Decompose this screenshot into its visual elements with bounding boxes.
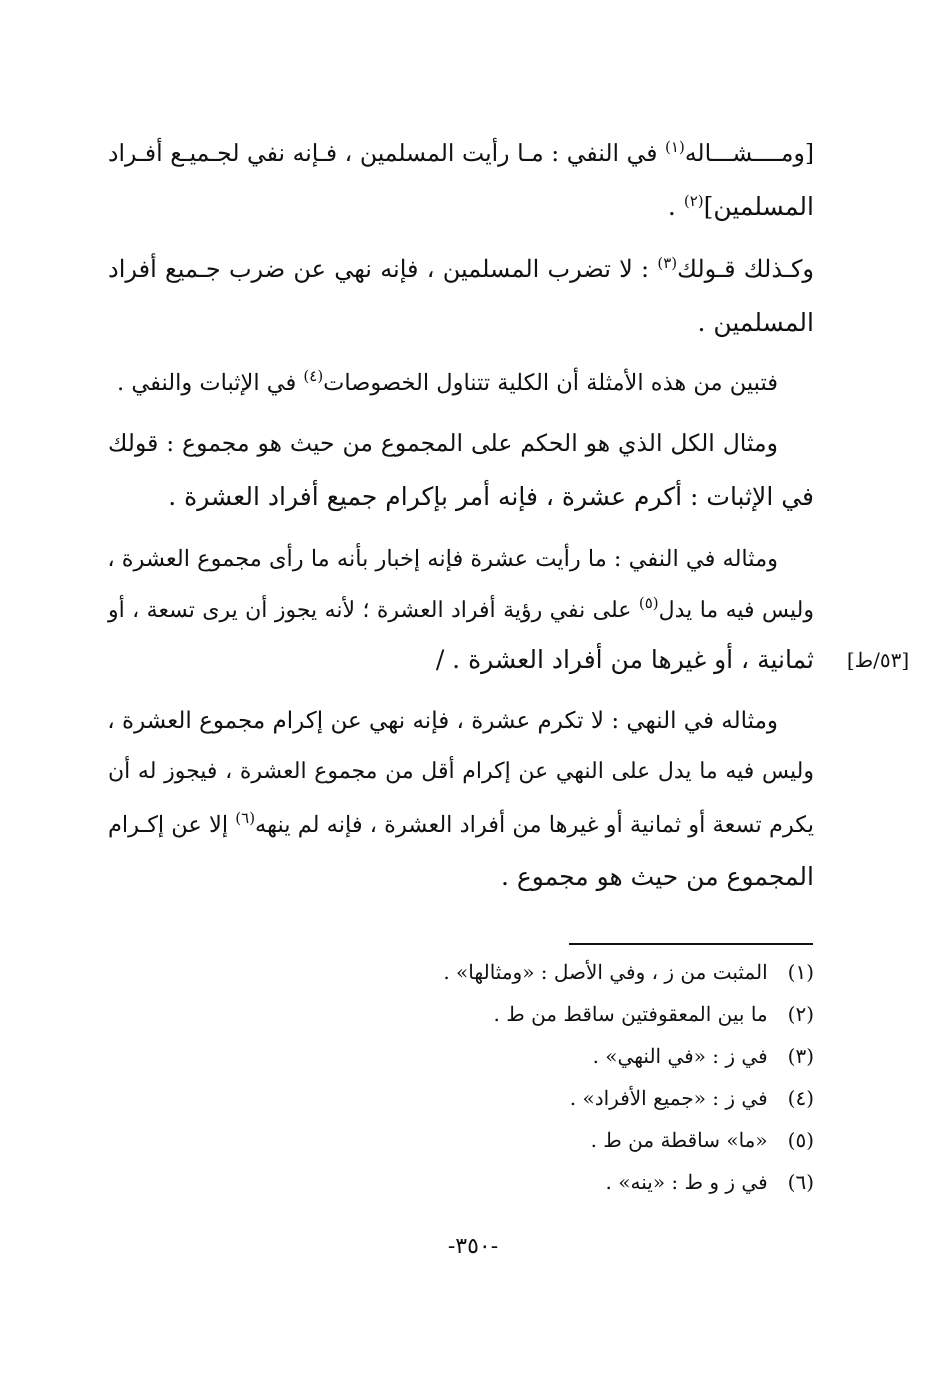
footnote-ref[interactable]: (١) bbox=[665, 138, 685, 156]
footnote-number: (١) bbox=[787, 960, 814, 984]
text-line bbox=[108, 249, 814, 289]
text-line bbox=[108, 539, 814, 579]
line-text: : لا تضرب المسلمين ، فإنه نهي عن ضرب جـميع أفراد bbox=[108, 255, 658, 283]
footnote-item bbox=[400, 1120, 814, 1160]
text-line bbox=[108, 591, 814, 631]
margin-page-reference: [٥٣/ط] bbox=[846, 648, 910, 672]
footnote-number: (٤) bbox=[787, 1086, 814, 1110]
page-number: -٣٥٠- bbox=[447, 1234, 499, 1259]
footnote-divider bbox=[569, 943, 813, 945]
text-line bbox=[108, 477, 814, 517]
line-text: على نفي رؤية أفراد العشرة ؛ لأنه يجوز أن يرى تسعة ، أو bbox=[108, 598, 639, 623]
line-text: ثمانية ، أو غيرها من أفراد العشرة . / bbox=[435, 645, 814, 674]
text-line bbox=[108, 423, 814, 463]
footnote-ref[interactable]: (٢) bbox=[683, 192, 704, 210]
line-text: في الإثبات والنفي . bbox=[117, 370, 304, 396]
line-text: وليس فيه ما يدل على النهي عن إكرام أقل من مجموع العشرة ، فيجوز له أن bbox=[108, 759, 814, 784]
footnote-text: في ز : «في النهي» . bbox=[592, 1044, 768, 1068]
footnote-number: (٥) bbox=[787, 1128, 814, 1152]
footnote-item bbox=[400, 952, 814, 992]
footnote-number: (٦) bbox=[787, 1170, 814, 1194]
footnote-text: «ما» ساقطة من ط . bbox=[590, 1128, 768, 1152]
footnote-text: ما بين المعقوفتين ساقط من ط . bbox=[493, 1002, 768, 1026]
text-line bbox=[108, 805, 814, 845]
line-text: المجموع من حيث هو مجموع . bbox=[500, 862, 814, 891]
footnote-ref[interactable]: (٦) bbox=[235, 809, 256, 827]
text-line bbox=[108, 187, 814, 227]
text-line bbox=[108, 133, 814, 173]
line-text: في الإثبات : أكرم عشرة ، فإنه أمر بإكرام جميع أفراد العشرة . bbox=[168, 482, 814, 511]
footnote-number: (٣) bbox=[787, 1044, 814, 1068]
footnote-item bbox=[400, 1036, 814, 1076]
line-text: يكرم تسعة أو ثمانية أو غيرها من أفراد العشرة ، فإنه لم ينهه bbox=[255, 812, 814, 838]
line-text: ومثاله في النهي : لا تكرم عشرة ، فإنه نهي عن إكرام مجموع العشرة ، bbox=[107, 708, 778, 734]
line-text: إلا عن إكـرام bbox=[108, 812, 236, 838]
footnote-ref[interactable]: (٥) bbox=[638, 594, 659, 612]
line-text: ومثاله في النفي : ما رأيت عشرة فإنه إخبار بأنه ما رأى مجموع العشرة ، bbox=[107, 546, 778, 572]
text-line bbox=[108, 701, 814, 741]
line-text: . bbox=[667, 192, 684, 221]
footnote-item bbox=[400, 1162, 814, 1202]
footnote-item bbox=[400, 1078, 814, 1118]
text-line bbox=[108, 363, 814, 403]
footnote-ref[interactable]: (٤) bbox=[303, 367, 324, 385]
footnote-ref[interactable]: (٣) bbox=[657, 254, 678, 272]
footnote-text: المثبت من ز ، وفي الأصل : «ومثالها» . bbox=[443, 960, 768, 984]
line-text: وليس فيه ما يدل bbox=[658, 598, 815, 623]
line-text: المسلمين . bbox=[697, 308, 814, 337]
line-text: [ومــــشـــاله bbox=[684, 139, 814, 167]
footnote-text: في ز : «جميع الأفراد» . bbox=[569, 1086, 768, 1110]
footnote-item bbox=[400, 994, 814, 1034]
text-line bbox=[108, 752, 814, 792]
text-line bbox=[108, 857, 814, 897]
text-line bbox=[108, 303, 814, 343]
line-text: وكـذلك قـولك bbox=[677, 255, 814, 283]
line-text: فتبين من هذه الأمثلة أن الكلية تتناول الخصوصات bbox=[323, 370, 778, 396]
line-text: ومثال الكل الذي هو الحكم على المجموع من حيث هو مجموع : قولك bbox=[108, 429, 778, 457]
line-text: المسلمين] bbox=[703, 192, 814, 221]
text-line bbox=[108, 640, 814, 680]
footnote-text: في ز و ط : «ينه» . bbox=[605, 1170, 768, 1194]
footnote-number: (٢) bbox=[787, 1002, 814, 1026]
line-text: في النفي : مـا رأيت المسلمين ، فـإنه نفي لجـميـع أفـراد bbox=[108, 139, 666, 167]
